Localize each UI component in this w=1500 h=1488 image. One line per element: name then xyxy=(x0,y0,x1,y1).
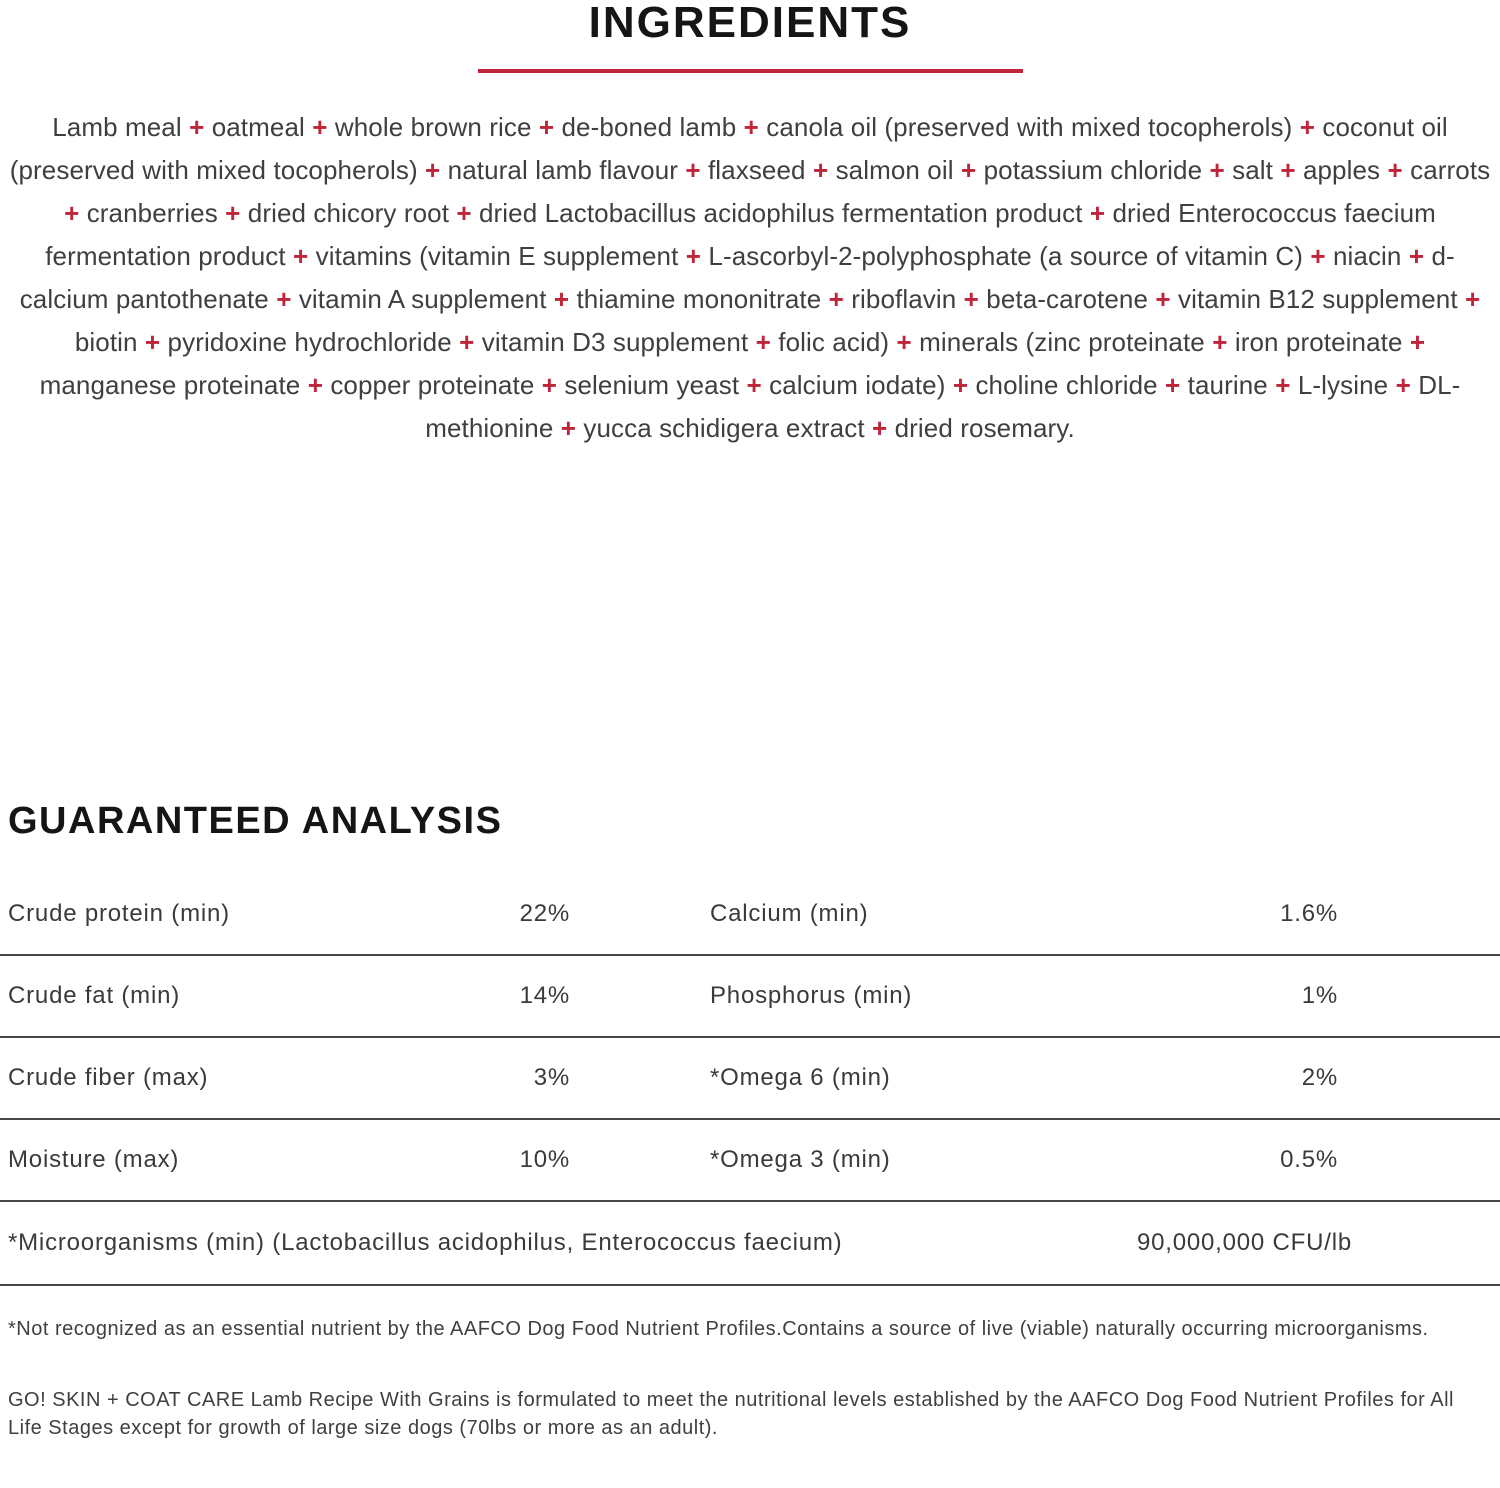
ingredient-item: yucca schidigera extract xyxy=(583,413,865,443)
ingredient-item: salt xyxy=(1232,155,1273,185)
guaranteed-analysis-title: GUARANTEED ANALYSIS xyxy=(8,800,503,842)
ingredient-item: L-ascorbyl-2-polyphosphate (a source of vitamin C) xyxy=(708,241,1303,271)
plus-separator: + xyxy=(1155,284,1171,314)
ga-nutrient-value: 3% xyxy=(533,1064,570,1091)
ingredient-item: apples xyxy=(1302,155,1381,185)
plus-separator: + xyxy=(425,155,441,185)
ingredient-item: L-lysine xyxy=(1297,370,1389,400)
guaranteed-analysis-row xyxy=(0,1120,1500,1202)
plus-separator: + xyxy=(541,370,558,400)
ga-nutrient-value: 90,000,000 CFU/lb xyxy=(1136,1229,1352,1256)
ingredient-item: DL-methionine xyxy=(425,370,1461,443)
ga-nutrient-value: 14% xyxy=(519,982,570,1009)
plus-separator: + xyxy=(755,327,771,357)
ga-nutrient-value: 1.6% xyxy=(1280,900,1338,927)
ga-pair-left xyxy=(0,982,570,1010)
plus-separator: + xyxy=(1409,327,1426,357)
plus-separator: + xyxy=(963,284,979,314)
plus-separator: + xyxy=(743,112,759,142)
ingredient-item: salmon oil xyxy=(835,155,954,185)
ingredient-item: pyridoxine hydrochloride xyxy=(167,327,452,357)
ingredient-item: coconut oil (preserved with mixed tocopherols) xyxy=(9,112,1448,185)
ingredients-title: INGREDIENTS xyxy=(588,0,912,47)
ga-nutrient-label: *Microorganisms (min) (Lactobacillus acidophilus, Enterococcus faecium) xyxy=(8,1229,843,1256)
plus-separator: + xyxy=(560,413,577,443)
ga-pair-left xyxy=(0,1064,570,1092)
aafco-footnote: *Not recognized as an essential nutrient by the AAFCO Dog Food Nutrient Profiles.Contains a source of live (viable) naturally occurring microorganisms. xyxy=(8,1318,1429,1340)
plus-separator: + xyxy=(307,370,323,400)
ingredient-item: iron proteinate xyxy=(1234,327,1403,357)
plus-separator: + xyxy=(64,198,80,228)
plus-separator: + xyxy=(1387,155,1403,185)
ga-nutrient-label: *Omega 6 (min) xyxy=(710,1064,891,1091)
plus-separator: + xyxy=(225,198,241,228)
title-underline-rule xyxy=(478,69,1023,73)
plus-separator: + xyxy=(1299,112,1316,142)
ga-nutrient-label: Crude protein (min) xyxy=(8,900,230,927)
ingredient-item: riboflavin xyxy=(851,284,957,314)
plus-separator: + xyxy=(871,413,888,443)
ingredient-item: beta-carotene xyxy=(986,284,1149,314)
ingredient-item: de-boned lamb xyxy=(561,112,737,142)
plus-separator: + xyxy=(312,112,328,142)
ingredient-item: calcium iodate) xyxy=(769,370,946,400)
ingredient-item: canola oil (preserved with mixed tocopherols) xyxy=(766,112,1293,142)
ga-nutrient-value: 22% xyxy=(519,900,570,927)
plus-separator: + xyxy=(189,112,205,142)
ingredient-item: dried Lactobacillus acidophilus fermentation product xyxy=(478,198,1083,228)
guaranteed-analysis-row xyxy=(0,956,1500,1038)
ga-pair-right xyxy=(570,1146,1500,1174)
ingredients-list xyxy=(0,106,1500,450)
plus-separator: + xyxy=(828,284,844,314)
ingredient-item: cranberries xyxy=(86,198,218,228)
ingredient-item: thiamine mononitrate xyxy=(576,284,822,314)
ingredient-item: biotin xyxy=(74,327,138,357)
guaranteed-analysis-row-microorganisms xyxy=(0,1202,1500,1286)
plus-separator: + xyxy=(896,327,912,357)
ga-nutrient-value: 10% xyxy=(519,1146,570,1173)
plus-separator: + xyxy=(1310,241,1326,271)
ingredient-item: natural lamb flavour xyxy=(447,155,679,185)
ingredient-item: dried chicory root xyxy=(247,198,450,228)
plus-separator: + xyxy=(685,241,702,271)
ingredient-item: vitamins (vitamin E supplement xyxy=(315,241,679,271)
ingredient-item: taurine xyxy=(1187,370,1268,400)
plus-separator: + xyxy=(456,198,472,228)
ga-nutrient-label: Crude fat (min) xyxy=(8,982,181,1009)
plus-separator: + xyxy=(1280,155,1296,185)
ingredient-item: carrots xyxy=(1410,155,1491,185)
ingredient-item: manganese proteinate xyxy=(39,370,301,400)
formulation-footnote: GO! SKIN + COAT CARE Lamb Recipe With Grains is formulated to meet the nutritional levels established by the AAFCO Dog Food Nutrient Profiles for All Life Stages except for growth of large size dogs (70lbs or more as an adult). xyxy=(8,1389,1455,1439)
ingredient-item: vitamin B12 supplement xyxy=(1177,284,1458,314)
ga-nutrient-label: Calcium (min) xyxy=(710,900,869,927)
ingredient-item: niacin xyxy=(1332,241,1402,271)
ingredient-item: d-calcium pantothenate xyxy=(19,241,1455,314)
ingredient-item: whole brown rice xyxy=(334,112,532,142)
guaranteed-analysis-row xyxy=(0,1038,1500,1120)
plus-separator: + xyxy=(538,112,555,142)
ga-pair-left xyxy=(0,1146,570,1174)
ingredient-item: copper proteinate xyxy=(330,370,535,400)
ga-pair-right xyxy=(570,1064,1500,1092)
ingredient-item: vitamin D3 supplement xyxy=(481,327,749,357)
ga-nutrient-label: Phosphorus (min) xyxy=(710,982,913,1009)
plus-separator: + xyxy=(459,327,475,357)
ga-nutrient-label: Moisture (max) xyxy=(8,1146,180,1173)
ga-nutrient-value: 0.5% xyxy=(1280,1146,1338,1173)
plus-separator: + xyxy=(685,155,701,185)
plus-separator: + xyxy=(746,370,762,400)
plus-separator: + xyxy=(276,284,292,314)
plus-separator: + xyxy=(144,327,161,357)
ingredient-item: folic acid) xyxy=(778,327,890,357)
plus-separator: + xyxy=(1395,370,1411,400)
ingredient-item: minerals (zinc proteinate xyxy=(919,327,1205,357)
plus-separator: + xyxy=(1209,155,1225,185)
plus-separator: + xyxy=(960,155,977,185)
plus-separator: + xyxy=(812,155,829,185)
plus-separator: + xyxy=(553,284,570,314)
ga-pair-right xyxy=(570,900,1500,928)
ga-pair-right xyxy=(570,982,1500,1010)
ingredient-item: choline chloride xyxy=(975,370,1158,400)
plus-separator: + xyxy=(1275,370,1291,400)
ingredient-item: selenium yeast xyxy=(564,370,740,400)
plus-separator: + xyxy=(1165,370,1181,400)
ingredient-item: Lamb meal xyxy=(52,112,182,142)
ga-nutrient-label: *Omega 3 (min) xyxy=(710,1146,891,1173)
plus-separator: + xyxy=(1464,284,1481,314)
ga-nutrient-label: Crude fiber (max) xyxy=(8,1064,209,1091)
ingredient-item: flaxseed xyxy=(707,155,806,185)
ga-nutrient-value: 1% xyxy=(1301,982,1338,1009)
ingredient-item: dried rosemary. xyxy=(894,413,1075,443)
ingredient-item: vitamin A supplement xyxy=(298,284,547,314)
ingredient-item: potassium chloride xyxy=(983,155,1203,185)
plus-separator: + xyxy=(1408,241,1425,271)
ingredient-item: oatmeal xyxy=(211,112,305,142)
ingredient-item: dried Enterococcus faecium fermentation product xyxy=(45,198,1436,271)
guaranteed-analysis-table xyxy=(0,874,1500,1286)
plus-separator: + xyxy=(1212,327,1228,357)
ga-nutrient-value: 2% xyxy=(1301,1064,1338,1091)
guaranteed-analysis-row xyxy=(0,874,1500,956)
plus-separator: + xyxy=(1089,198,1106,228)
ga-pair-left xyxy=(0,900,570,928)
plus-separator: + xyxy=(952,370,969,400)
plus-separator: + xyxy=(293,241,309,271)
